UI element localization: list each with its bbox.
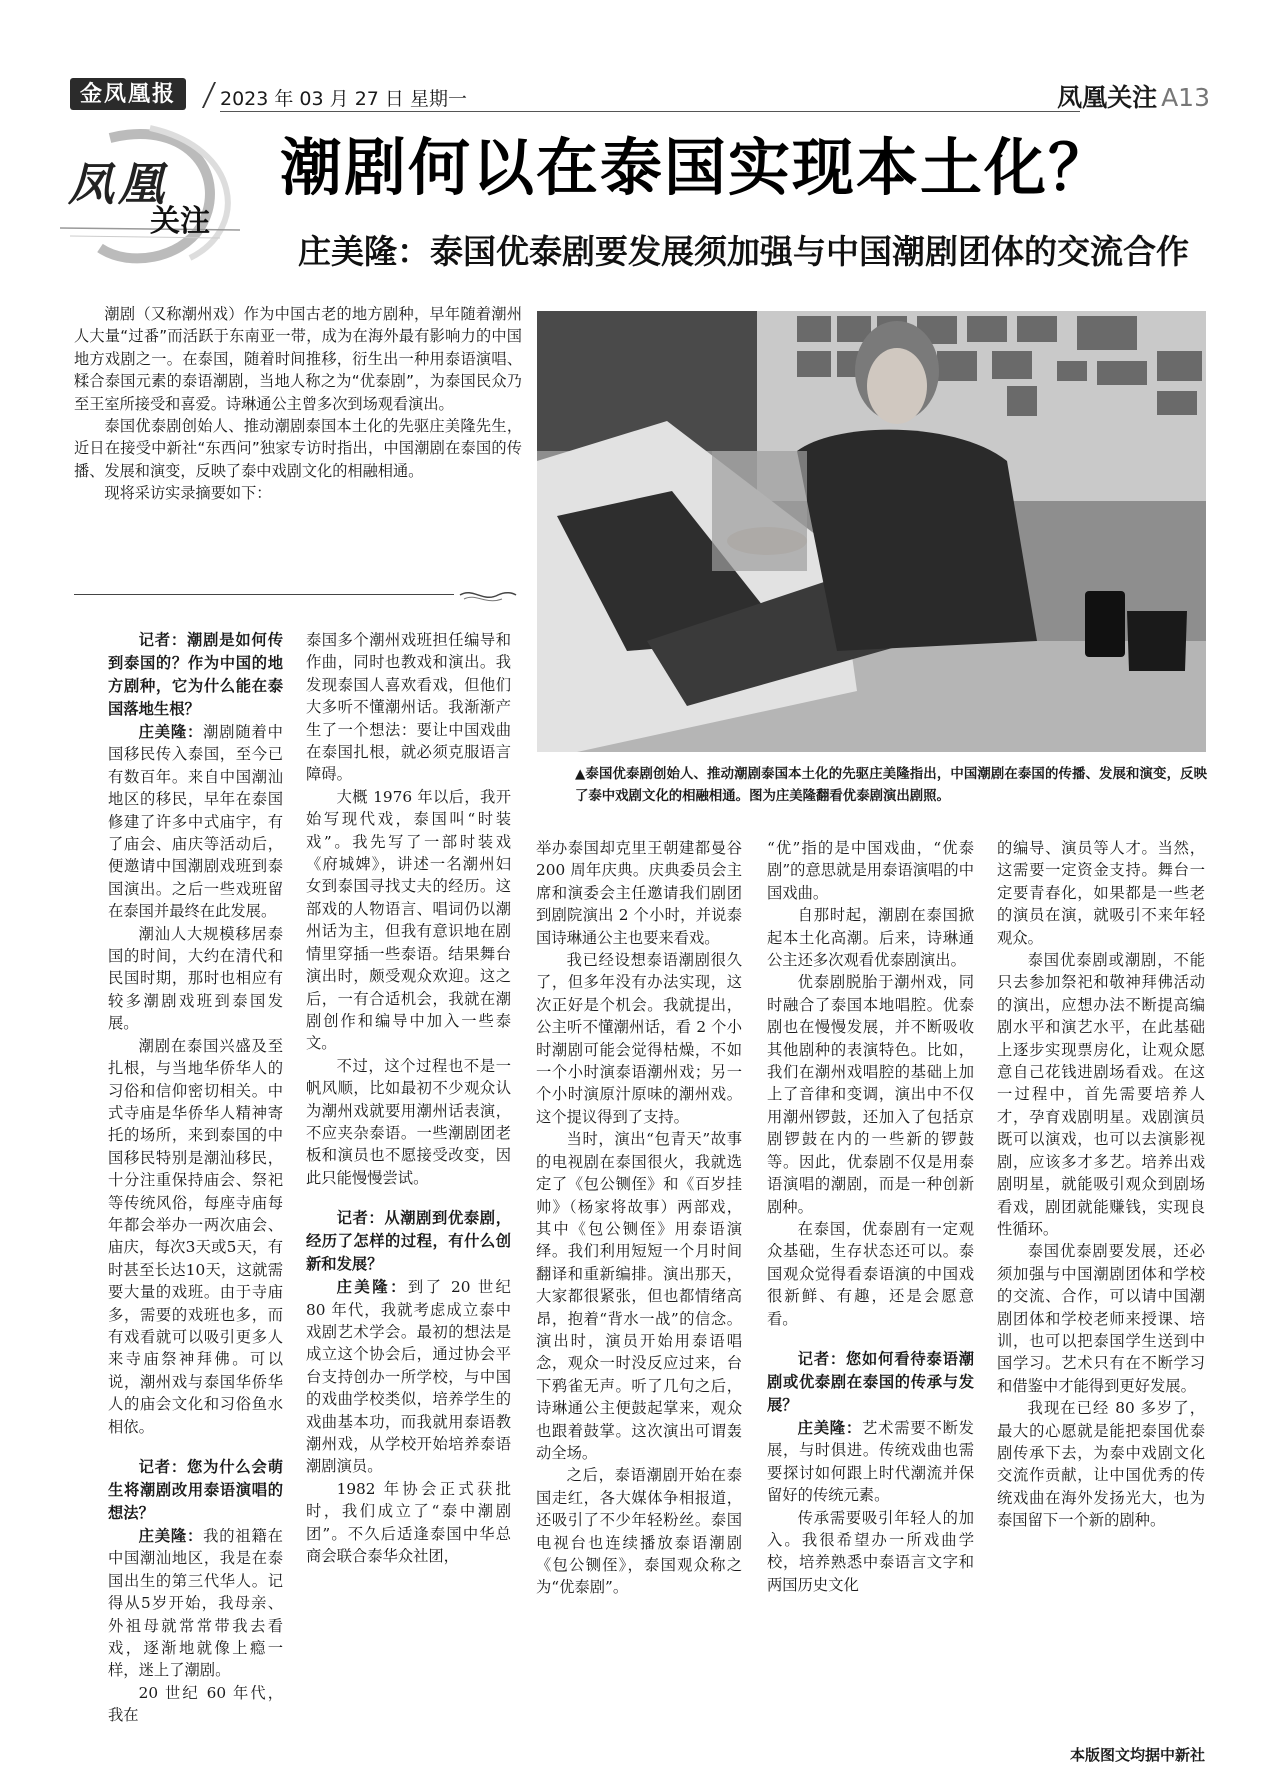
lead-paragraph: 泰国优泰剧创始人、推动潮剧泰国本土化的先驱庄美隆先生，近日在接受中新社“东西问”独家专访时指出，中国潮剧在泰国的传播、发展和演变，反映了泰中戏剧文化的相融相通。 bbox=[74, 417, 522, 480]
lead-paragraph: 现将采访实录摘要如下： bbox=[104, 484, 272, 503]
headline: 潮剧何以在泰国实现本土化？ bbox=[280, 131, 1113, 204]
speaker-label: 庄美隆： bbox=[138, 1527, 204, 1545]
speaker-label: 庄美隆： bbox=[797, 1418, 863, 1437]
masthead-slash bbox=[202, 82, 216, 108]
body-paragraph: 不过，这个过程也不是一帆风顺，比如最初不少观众认为潮州戏就要用潮州话表演，不应夹杂泰语。一些潮剧团老板和演员也不愿接受改变，因此只能慢慢尝试。 bbox=[306, 1056, 511, 1187]
lead-paragraph: 潮剧（又称潮州戏）作为中国古老的地方剧种，早年随着潮州人大量“过番”而活跃于东南亚一带，成为在海外最有影响力的中国地方戏剧之一。在泰国，随着时间推移，衍生出一种用泰语演唱、糅合泰国元素的泰语潮剧，当地人称之为“优泰剧”，为泰国民众乃至王室所接受和喜爱。诗琳通公主曾多次到场观看演出。 bbox=[74, 305, 522, 413]
body-paragraph: 大概 1976 年以后，我开始写现代戏，泰国叫“时装戏”。我先写了一部时装戏《府城婢》，讲述一名潮州妇女到泰国寻找丈夫的经历。这部戏的人物语言、唱词仍以潮州话为主，但我有意识地在剧情里穿插一些泰语。结果舞台演出时，颇受观众欢迎。这之后，一有合适机会，我就在潮剧创作和编导中加入一些泰文。 bbox=[306, 787, 511, 1053]
photo-image bbox=[537, 311, 1206, 752]
interview-answer bbox=[767, 1417, 974, 1507]
lead-divider bbox=[74, 585, 522, 605]
subheadline: 庄美隆：泰国优泰剧要发展须加强与中国潮剧团体的交流合作 bbox=[298, 232, 1189, 271]
body-paragraph: “优”指的是中国戏曲，“优泰剧”的意思就是用泰语演唱的中国戏曲。 bbox=[767, 839, 974, 902]
interview-question: 记者：您如何看待泰语潮剧或优泰剧在泰国的传承与发展？ bbox=[767, 1349, 974, 1414]
body-paragraph: 我已经设想泰语潮剧很久了，但多年没有办法实现，这次正好是个机会。我就提出，公主听不懂潮州话，看 2 个小时潮剧可能会觉得枯燥，不如一个小时演泰语潮州戏；另一个小时演原汁原味的潮州戏。这个提议得到了支持。 bbox=[536, 951, 742, 1126]
article-column-1 bbox=[108, 629, 283, 1727]
article-column-5 bbox=[997, 837, 1205, 1532]
answer-text: 潮剧随着中国移民传入泰国，至今已有数百年。来自中国潮汕地区的移民，早年在泰国修建了许多中式庙宇，有了庙会、庙庆等活动后，便邀请中国潮剧戏班到泰国演出。之后一些戏班留在泰国并最终在此发展。 bbox=[108, 723, 283, 921]
section-label bbox=[1057, 78, 1210, 114]
body-paragraph: 在泰国，优泰剧有一定观众基础，生存状态还可以。泰国观众觉得看泰语演的中国戏很新鲜、有趣，还是会愿意看。 bbox=[767, 1219, 974, 1328]
section-name: 凤凰关注 bbox=[1057, 83, 1158, 112]
body-paragraph: 举办泰国却克里王朝建都曼谷 200 周年庆典。庆典委员会主席和演委会主任邀请我们剧团到剧院演出 2 个小时，并说泰国诗琳通公主也要来看戏。 bbox=[536, 839, 742, 947]
divider-line bbox=[74, 594, 454, 595]
article-photo bbox=[537, 311, 1206, 752]
interview-answer bbox=[108, 721, 283, 923]
body-paragraph: 1982 年协会正式获批时，我们成立了“泰中潮剧团”。不久后适逢泰国中华总商会联合泰华众社团， bbox=[306, 1479, 511, 1566]
body-paragraph: 潮汕人大规模移居泰国的时间，大约在清代和民国时期，那时也相应有较多潮剧戏班到泰国发展。 bbox=[108, 924, 283, 1033]
interview-question: 记者：潮剧是如何传到泰国的？作为中国的地方剧种，它为什么能在泰国落地生根？ bbox=[108, 631, 283, 718]
masthead bbox=[70, 78, 1210, 112]
article-column-3 bbox=[536, 837, 742, 1599]
body-paragraph: 之后，泰语潮剧开始在泰国走红，各大媒体争相报道，还吸引了不少年轻粉丝。泰国电视台也连续播放泰语潮剧《包公铡侄》，泰国观众称之为“优泰剧”。 bbox=[536, 1466, 742, 1597]
answer-text: 我的祖籍在中国潮汕地区，我是在泰国出生的第三代华人。记得从5岁开始，我母亲、外祖母就常常带我去看戏，逐渐地就像上瘾一样，迷上了潮剧。 bbox=[108, 1527, 283, 1680]
answer-text: 艺术需要不断发展，与时俱进。传统戏曲也需要探讨如何跟上时代潮流并保留好的传统元素。 bbox=[767, 1418, 974, 1505]
photo-caption: ▲泰国优泰剧创始人、推动潮剧泰国本土化的先驱庄美隆指出，中国潮剧在泰国的传播、发展和演变，反映了泰中戏剧文化的相融相通。图为庄美隆翻看优泰剧演出剧照。 bbox=[575, 766, 1207, 804]
body-paragraph: 泰国优泰剧或潮剧，不能只去参加祭祀和敬神拜佛活动的演出，应想办法不断提高编剧水平和演艺水平，在此基础上逐步实现票房化，让观众愿意自己花钱进剧场看戏。在这一过程中，首先需要培养人才，孕育戏剧明星。戏剧演员既可以演戏，也可以去演影视剧，应该多才多艺。培养出戏剧明星，就能吸引观众到剧场看戏，剧团就能赚钱，实现良性循环。 bbox=[997, 951, 1205, 1238]
speaker-label: 庄美隆： bbox=[138, 723, 204, 741]
emblem-main-text: 凤凰 bbox=[68, 157, 168, 211]
masthead-rule bbox=[220, 111, 1080, 112]
body-paragraph: 20 世纪 60 年代，我在 bbox=[108, 1683, 283, 1725]
swirl-ornament-icon bbox=[458, 585, 518, 605]
body-paragraph: 的编导、演员等人才。当然，这需要一定资金支持。舞台一定要青春化，如果都是一些老的演员在演，就吸引不来年轻观众。 bbox=[997, 839, 1205, 947]
newspaper-logo: 金凤凰报 bbox=[70, 78, 186, 110]
page-number: A13 bbox=[1161, 83, 1210, 112]
lead-intro bbox=[74, 303, 522, 505]
column-emblem bbox=[40, 118, 270, 288]
body-paragraph: 泰国优泰剧要发展，还必须加强与中国潮剧团体和学校的交流、合作，可以请中国潮剧团体和学校老师来授课、培训，也可以把泰国学生送到中国学习。艺术只有在不断学习和借鉴中才能得到更好发展。 bbox=[997, 1242, 1205, 1395]
body-paragraph: 潮剧在泰国兴盛及至扎根，与当地华侨华人的习俗和信仰密切相关。中式寺庙是华侨华人精神寄托的场所，来到泰国的中国移民特别是潮汕移民，十分注重保持庙会、祭祀等传统风俗，每座寺庙每年都会举办一两次庙会、庙庆，每次3天或5天，有时甚至长达10天，这就需要大量的戏班。由于寺庙多，需要的戏班也多，而有戏看就可以吸引更多人来寺庙祭神拜佛。可以说，潮州戏与泰国华侨华人的庙会文化和习俗鱼水相依。 bbox=[108, 1036, 283, 1436]
interview-question: 记者：从潮剧到优泰剧，经历了怎样的过程，有什么创新和发展？ bbox=[306, 1209, 511, 1274]
interview-question: 记者：您为什么会萌生将潮剧改用泰语演唱的想法？ bbox=[108, 1458, 283, 1522]
interview-answer bbox=[108, 1525, 283, 1682]
body-paragraph: 我现在已经 80 多岁了，最大的心愿就是能把泰国优泰剧传承下去，为泰中戏剧文化交流作贡献，让中国优秀的传统戏曲在海外发扬光大，也为泰国留下一个新的剧种。 bbox=[997, 1399, 1205, 1530]
body-paragraph: 泰国多个潮州戏班担任编导和作曲，同时也教戏和演出。我发现泰国人喜欢看戏，但他们大多听不懂潮州话。我渐渐产生了一个想法：要让中国戏曲在泰国扎根，就必须克服语言障碍。 bbox=[306, 631, 511, 784]
body-paragraph: 自那时起，潮剧在泰国掀起本土化高潮。后来，诗琳通公主还多次观看优泰剧演出。 bbox=[767, 906, 974, 970]
source-credit: 本版图文均据中新社 bbox=[1069, 1746, 1205, 1764]
answer-text: 到了 20 世纪 80 年代，我就考虑成立泰中戏剧艺术学会。最初的想法是成立这个协会后，通过协会平台支持创办一所学校，与中国的戏曲学校类似，培养学生的戏曲基本功，而我就用泰语教潮州戏，从学校开始培养泰语潮剧演员。 bbox=[306, 1278, 511, 1476]
article-column-4 bbox=[767, 837, 974, 1596]
emblem-sub-text: 关注 bbox=[150, 204, 210, 239]
body-paragraph: 优泰剧脱胎于潮州戏，同时融合了泰国本地唱腔。优泰剧也在慢慢发展，并不断吸收其他剧种的表演特色。比如，我们在潮州戏唱腔的基础上加上了音律和变调，演出中不仅用潮州锣鼓，还加入了包括京剧锣鼓在内的一些新的锣鼓等。因此，优泰剧不仅是用泰语演唱的潮剧，而是一种创新剧种。 bbox=[767, 973, 974, 1216]
body-paragraph: 当时，演出“包青天”故事的电视剧在泰国很火，我就选定了《包公铡侄》和《百岁挂帅》（杨家将故事）两部戏，其中《包公铡侄》用泰语演绎。我们利用短短一个月时间翻译和重新编排。演出那天，大家都很紧张，但也都情绪高昂，抱着“背水一战”的信念。演出时，演员开始用泰语唱念，观众一时没反应过来，台下鸦雀无声。听了几句之后，诗琳通公主便鼓起掌来，观众也跟着鼓掌。这次演出可谓轰动全场。 bbox=[536, 1130, 742, 1462]
issue-date: 2023 年 03 月 27 日 星期一 bbox=[220, 88, 467, 110]
interview-answer bbox=[306, 1276, 511, 1478]
body-paragraph: 传承需要吸引年轻人的加入。我很希望办一所戏曲学校，培养熟悉中泰语言文字和两国历史文化 bbox=[767, 1508, 974, 1594]
article-column-2 bbox=[306, 629, 511, 1567]
speaker-label: 庄美隆： bbox=[336, 1278, 408, 1297]
